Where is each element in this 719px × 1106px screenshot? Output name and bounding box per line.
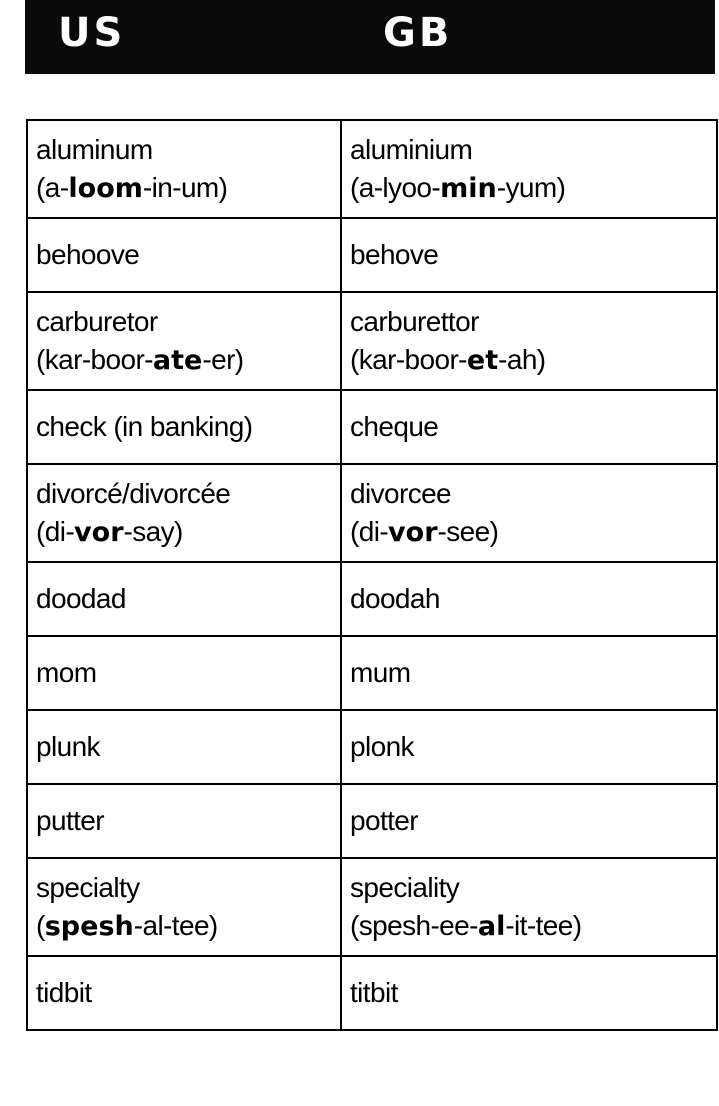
us-cell bbox=[27, 636, 341, 710]
stressed-syllable: et bbox=[466, 344, 499, 376]
pron-prefix: (a-lyoo- bbox=[350, 171, 441, 203]
pron-suffix: -al-tee) bbox=[133, 909, 218, 941]
gb-word: behove bbox=[350, 239, 439, 270]
us-word: putter bbox=[36, 805, 104, 836]
us-cell bbox=[27, 464, 341, 562]
table-row bbox=[27, 636, 717, 710]
gb-word: mum bbox=[350, 657, 411, 688]
pron-prefix: (di- bbox=[36, 515, 75, 547]
gb-cell bbox=[341, 562, 717, 636]
pron-prefix: (kar-boor- bbox=[36, 343, 153, 375]
gb-pronunciation bbox=[350, 169, 716, 208]
us-word: divorcé/divorcée bbox=[36, 477, 231, 509]
table-row bbox=[27, 562, 717, 636]
us-gb-spelling-table bbox=[26, 119, 718, 1031]
stressed-syllable: vor bbox=[74, 516, 124, 548]
stressed-syllable: spesh bbox=[44, 910, 134, 942]
us-word: tidbit bbox=[36, 977, 92, 1008]
pron-prefix: (spesh-ee- bbox=[350, 909, 478, 941]
stressed-syllable: vor bbox=[388, 516, 438, 548]
gb-cell bbox=[341, 784, 717, 858]
table-row bbox=[27, 858, 717, 956]
us-cell bbox=[27, 390, 341, 464]
us-pronunciation bbox=[36, 907, 340, 946]
pron-suffix: -it-tee) bbox=[505, 909, 582, 941]
stressed-syllable: al bbox=[477, 910, 506, 942]
gb-pronunciation bbox=[350, 341, 716, 380]
us-word: aluminum bbox=[36, 133, 153, 165]
gb-column-header: GB bbox=[383, 10, 453, 56]
gb-word: cheque bbox=[350, 411, 439, 442]
stressed-syllable: ate bbox=[152, 344, 203, 376]
stressed-syllable: loom bbox=[68, 172, 143, 204]
us-word: behoove bbox=[36, 239, 140, 270]
us-cell bbox=[27, 562, 341, 636]
table-row bbox=[27, 218, 717, 292]
us-cell bbox=[27, 120, 341, 218]
gb-cell bbox=[341, 218, 717, 292]
us-word: doodad bbox=[36, 583, 126, 614]
gb-pronunciation bbox=[350, 907, 716, 946]
pron-suffix: -er) bbox=[202, 343, 244, 375]
table-row bbox=[27, 710, 717, 784]
us-word: plunk bbox=[36, 731, 100, 762]
pron-prefix: (kar-boor- bbox=[350, 343, 467, 375]
us-cell bbox=[27, 956, 341, 1030]
us-pronunciation bbox=[36, 341, 340, 380]
us-cell bbox=[27, 292, 341, 390]
us-cell bbox=[27, 710, 341, 784]
table-row bbox=[27, 292, 717, 390]
gb-cell bbox=[341, 858, 717, 956]
us-column-header: US bbox=[58, 10, 126, 56]
us-cell bbox=[27, 218, 341, 292]
column-header-bar bbox=[25, 0, 715, 74]
gb-word: potter bbox=[350, 805, 418, 836]
gb-cell bbox=[341, 390, 717, 464]
us-word: mom bbox=[36, 657, 97, 688]
us-pronunciation bbox=[36, 169, 340, 208]
table-row bbox=[27, 390, 717, 464]
table-row bbox=[27, 784, 717, 858]
us-cell bbox=[27, 784, 341, 858]
pron-prefix: ( bbox=[36, 909, 45, 941]
table-row bbox=[27, 956, 717, 1030]
table-row bbox=[27, 120, 717, 218]
gb-cell bbox=[341, 464, 717, 562]
gb-word: speciality bbox=[350, 871, 460, 903]
pron-suffix: -in-um) bbox=[142, 171, 228, 203]
stressed-syllable: min bbox=[440, 172, 497, 204]
table-row bbox=[27, 464, 717, 562]
gb-cell bbox=[341, 636, 717, 710]
us-word: check (in banking) bbox=[36, 411, 253, 442]
gb-word: doodah bbox=[350, 583, 440, 614]
us-pronunciation bbox=[36, 513, 340, 552]
gb-cell bbox=[341, 292, 717, 390]
pron-suffix: -see) bbox=[437, 515, 499, 547]
us-word: specialty bbox=[36, 871, 140, 903]
gb-cell bbox=[341, 120, 717, 218]
gb-word: carburettor bbox=[350, 305, 479, 337]
gb-word: aluminium bbox=[350, 133, 473, 165]
pron-suffix: -yum) bbox=[496, 171, 566, 203]
pron-prefix: (a- bbox=[36, 171, 69, 203]
pron-prefix: (di- bbox=[350, 515, 389, 547]
gb-word: divorcee bbox=[350, 477, 452, 509]
us-word: carburetor bbox=[36, 305, 158, 337]
us-cell bbox=[27, 858, 341, 956]
gb-word: plonk bbox=[350, 731, 414, 762]
gb-cell bbox=[341, 710, 717, 784]
gb-word: titbit bbox=[350, 977, 398, 1008]
pron-suffix: -ah) bbox=[498, 343, 546, 375]
gb-cell bbox=[341, 956, 717, 1030]
gb-pronunciation bbox=[350, 513, 716, 552]
pron-suffix: -say) bbox=[123, 515, 183, 547]
